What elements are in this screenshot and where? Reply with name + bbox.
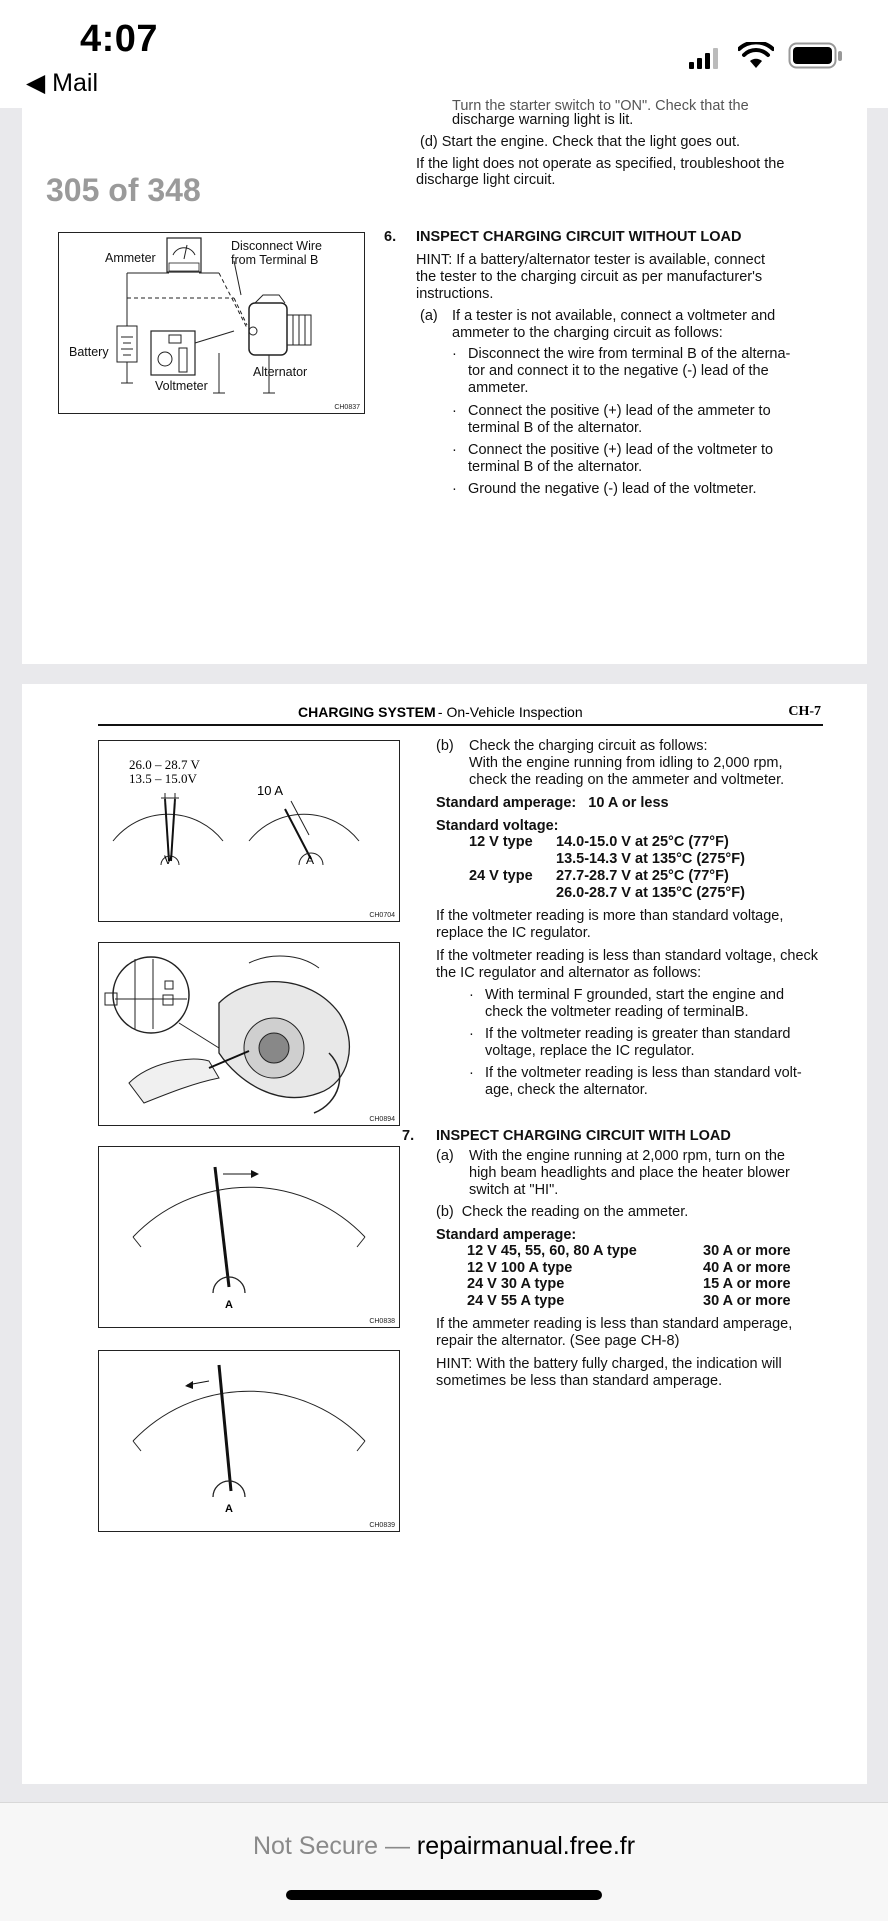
standard-amperage-2: Standard amperage: bbox=[436, 1227, 577, 1243]
header-page-number: CH-7 bbox=[788, 704, 821, 719]
step-b-label: (b) bbox=[436, 738, 454, 754]
browser-bottom-bar bbox=[0, 1802, 888, 1921]
amperage-row bbox=[467, 1243, 791, 1260]
ammeter-reading-high-figure bbox=[98, 1146, 400, 1328]
page-header bbox=[98, 702, 823, 726]
bullet1-line-2: tor and connect it to the negative (-) lead of the bbox=[468, 363, 769, 379]
cellular-signal-icon bbox=[689, 46, 721, 75]
amperage-row bbox=[467, 1276, 791, 1293]
status-bar bbox=[0, 0, 888, 108]
step-a-line-2: ammeter to the charging circuit as follows: bbox=[452, 325, 723, 341]
bullet-dot: · bbox=[452, 346, 457, 362]
step-b-line-1: Check the charging circuit as follows: bbox=[469, 738, 708, 754]
bullet-dot: · bbox=[469, 987, 474, 1003]
v24-range-a: 27.7-28.7 V at 25°C (77°F) bbox=[556, 868, 729, 884]
bullet2-line-2: terminal B of the alternator. bbox=[468, 420, 643, 436]
repair-line-1: If the ammeter reading is less than standard amperage, bbox=[436, 1316, 793, 1332]
step-a-line-1: If a tester is not available, connect a voltmeter and bbox=[452, 308, 776, 324]
figure-code: CH0837 bbox=[334, 404, 360, 411]
wifi-icon bbox=[738, 42, 774, 75]
standard-amperage: Standard amperage: 10 A or less bbox=[436, 795, 669, 811]
step-b-line-2: With the engine running from idling to 2,000 rpm, bbox=[469, 755, 783, 771]
bullet-dot: · bbox=[452, 403, 457, 419]
step6-number: 6. bbox=[384, 229, 397, 245]
bullet-dot: · bbox=[469, 1065, 474, 1081]
battery-icon bbox=[788, 42, 844, 75]
step-b-line-3: check the reading on the ammeter and voltmeter. bbox=[469, 772, 785, 788]
v24-range-b: 26.0-28.7 V at 135°C (275°F) bbox=[556, 885, 745, 901]
alternator-drawing bbox=[99, 943, 399, 1125]
f1-line-1: With terminal F grounded, start the engine and bbox=[485, 987, 785, 1003]
amperage-type: 24 V 55 A type bbox=[467, 1292, 565, 1309]
ammeter-reading-low-figure bbox=[98, 1350, 400, 1532]
cut-line: Turn the starter switch to "ON". Check that the bbox=[452, 98, 749, 114]
fig-label-alternator: Alternator bbox=[253, 365, 308, 379]
header-title: CHARGING SYSTEM bbox=[298, 704, 436, 720]
more-line-2: replace the IC regulator. bbox=[436, 925, 591, 941]
bullet2-line-1: Connect the positive (+) lead of the ammeter to bbox=[468, 403, 771, 419]
step7-title: INSPECT CHARGING CIRCUIT WITH LOAD bbox=[436, 1128, 731, 1144]
hint-line-3: instructions. bbox=[416, 286, 494, 302]
not-secure-label: Not Secure — bbox=[252, 1832, 417, 1860]
figure-code: CH0894 bbox=[369, 1116, 395, 1123]
amperage-type: 12 V 100 A type bbox=[467, 1259, 573, 1276]
header-subtitle: - On-Vehicle Inspection bbox=[434, 704, 583, 720]
voltage-range-2: 13.5 – 15.0V bbox=[129, 771, 197, 786]
f1-line-2: check the voltmeter reading of terminalB. bbox=[485, 1004, 749, 1020]
f2-line-1: If the voltmeter reading is greater than standard bbox=[485, 1026, 791, 1042]
step7-b: (b) Check the reading on the ammeter. bbox=[436, 1204, 689, 1220]
charging-circuit-diagram bbox=[58, 232, 365, 414]
figure-code: CH0838 bbox=[369, 1318, 395, 1325]
v-letter: V bbox=[164, 853, 173, 867]
more-line-1: If the voltmeter reading is more than standard voltage, bbox=[436, 908, 784, 924]
alternator-terminal-figure bbox=[98, 942, 400, 1126]
step-d-text: (d) Start the engine. Check that the light goes out. bbox=[420, 134, 740, 150]
fig-label-disconnect-1: Disconnect Wire bbox=[231, 239, 322, 253]
bullet-dot: · bbox=[452, 442, 457, 458]
ammeter-gauge-drawing bbox=[99, 1147, 399, 1327]
less-line-2: the IC regulator and alternator as follows: bbox=[436, 965, 702, 981]
status-time: 4:07 bbox=[80, 18, 159, 60]
address-bar[interactable] bbox=[0, 1832, 888, 1861]
v12-range-b: 13.5-14.3 V at 135°C (275°F) bbox=[556, 851, 745, 867]
voltage-range-1: 26.0 – 28.7 V bbox=[129, 757, 200, 772]
v24-type: 24 V type bbox=[469, 868, 533, 884]
url-domain: repairmanual.free.fr bbox=[416, 1832, 636, 1860]
f2-line-2: voltage, replace the IC regulator. bbox=[485, 1043, 695, 1059]
bullet3-line-1: Connect the positive (+) lead of the voltmeter to bbox=[468, 442, 774, 458]
page-counter: 305 of 348 bbox=[46, 172, 201, 208]
amperage-value: 40 A or more bbox=[703, 1259, 791, 1276]
bullet3-line-2: terminal B of the alternator. bbox=[468, 459, 643, 475]
amp-reading: 10 A bbox=[257, 783, 284, 798]
ammeter-gauge-drawing bbox=[99, 1351, 399, 1531]
fig-label-battery: Battery bbox=[69, 345, 109, 359]
bullet-dot: · bbox=[469, 1026, 474, 1042]
step6-title: INSPECT CHARGING CIRCUIT WITHOUT LOAD bbox=[416, 229, 742, 245]
amperage-row bbox=[467, 1293, 791, 1310]
fig-label-voltmeter: Voltmeter bbox=[155, 379, 208, 393]
step-c-text: discharge warning light is lit. bbox=[452, 112, 634, 128]
step-a-label: (a) bbox=[420, 308, 438, 324]
step7-a-line-1: With the engine running at 2,000 rpm, turn on the bbox=[469, 1148, 785, 1164]
repair-line-2: repair the alternator. (See page CH-8) bbox=[436, 1333, 680, 1349]
a-letter: A bbox=[306, 853, 315, 867]
fig-label-disconnect-2: from Terminal B bbox=[231, 253, 319, 267]
v12-type: 12 V type bbox=[469, 834, 533, 850]
amperage-row bbox=[467, 1260, 791, 1277]
hint2-line-1: HINT: With the battery fully charged, the indication will bbox=[436, 1356, 782, 1372]
back-to-mail-link[interactable]: ◀ Mail bbox=[26, 69, 99, 97]
hint2-line-2: sometimes be less than standard amperage. bbox=[436, 1373, 723, 1389]
if-light-line-1: If the light does not operate as specified, troubleshoot the bbox=[416, 156, 785, 172]
twin-gauge-drawing bbox=[99, 741, 399, 921]
amperage-value: 15 A or more bbox=[703, 1276, 791, 1292]
step7-a-line-2: high beam headlights and place the heater blower bbox=[469, 1165, 790, 1181]
v12-range-a: 14.0-15.0 V at 25°C (77°F) bbox=[556, 834, 729, 850]
figure-code: CH0704 bbox=[369, 912, 395, 919]
less-line-1: If the voltmeter reading is less than standard voltage, check bbox=[436, 948, 819, 964]
home-indicator[interactable] bbox=[286, 1890, 602, 1900]
amperage-table bbox=[467, 1243, 791, 1309]
bullet4-line: Ground the negative (-) lead of the voltmeter. bbox=[468, 481, 757, 497]
bullet1-line-1: Disconnect the wire from terminal B of the alterna- bbox=[468, 346, 791, 362]
pdf-page-2 bbox=[22, 684, 867, 1784]
bullet-dot: · bbox=[452, 481, 457, 497]
figure-code: CH0839 bbox=[369, 1522, 395, 1529]
standard-voltage-label: Standard voltage: bbox=[436, 818, 559, 834]
f3-line-2: age, check the alternator. bbox=[485, 1082, 648, 1098]
amperage-type: 24 V 30 A type bbox=[467, 1276, 565, 1292]
step7-number: 7. bbox=[402, 1128, 415, 1144]
a-letter: A bbox=[225, 1299, 233, 1311]
step7-a-label: (a) bbox=[436, 1148, 454, 1164]
hint-line-2: the tester to the charging circuit as per manufacturer's bbox=[416, 269, 763, 285]
meter-readings-figure bbox=[98, 740, 400, 922]
fig-label-ammeter: Ammeter bbox=[105, 251, 156, 265]
if-light-line-2: discharge light circuit. bbox=[416, 172, 556, 188]
amperage-type: 12 V 45, 55, 60, 80 A type bbox=[467, 1243, 637, 1259]
hint-line-1: HINT: If a battery/alternator tester is available, connect bbox=[416, 252, 765, 268]
a-letter: A bbox=[225, 1503, 233, 1515]
step7-a-line-3: switch at "HI". bbox=[469, 1182, 559, 1198]
amperage-value: 30 A or more bbox=[703, 1292, 791, 1309]
amperage-value: 30 A or more bbox=[703, 1243, 791, 1259]
bullet1-line-3: ammeter. bbox=[468, 380, 529, 396]
amperage-rows bbox=[467, 1243, 791, 1309]
f3-line-1: If the voltmeter reading is less than standard volt- bbox=[485, 1065, 802, 1081]
